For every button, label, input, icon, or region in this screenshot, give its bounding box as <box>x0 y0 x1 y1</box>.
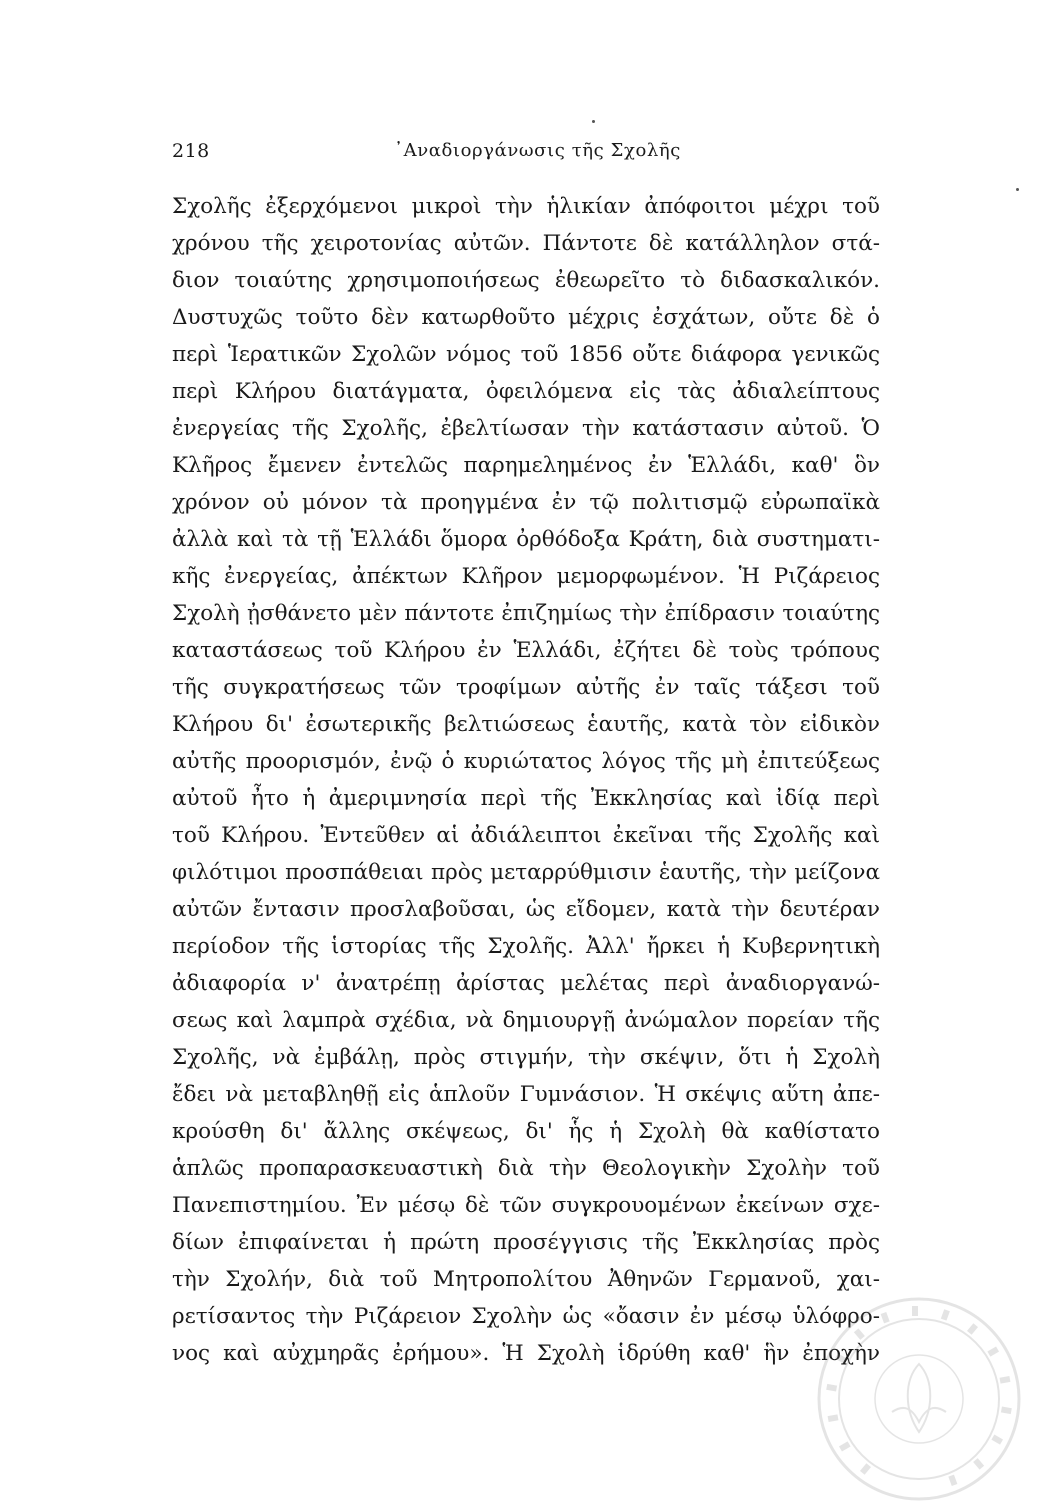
text-line: κρούσθη δι' ἄλλης σκέψεως, δι' ἧς ἡ Σχολὴ θὰ καθίστατο <box>172 1119 880 1144</box>
text-line: Πανεπιστημίου. Ἐν μέσῳ δὲ τῶν συγκρουομένων ἐκείνων σχε- <box>172 1193 880 1218</box>
text-line: ἀλλὰ καὶ τὰ τῇ Ἑλλάδι ὅμορα ὀρθόδοξα Κράτη, διὰ συστηματι- <box>172 527 880 552</box>
text-line: σεως καὶ λαμπρὰ σχέδια, νὰ δημιουργῇ ἀνώμαλον πορείαν τῆς <box>172 1008 880 1033</box>
text-line: χρόνου τῆς χειροτονίας αὐτῶν. Πάντοτε δὲ κατάλληλον στά- <box>172 231 880 256</box>
running-head: ᾿Αναδιοργάνωσις τῆς Σχολῆς <box>394 140 681 161</box>
body-text <box>172 188 880 1372</box>
text-line: αὐτῶν ἔντασιν προσλαβοῦσαι, ὡς εἴδομεν, κατὰ τὴν δευτέραν <box>172 897 880 922</box>
text-line: διον τοιαύτης χρησιμοποιήσεως ἐθεωρεῖτο τὸ διδασκαλικόν. <box>172 268 880 293</box>
page-header <box>172 140 880 170</box>
print-speck <box>592 120 595 123</box>
text-line: Κλήρου δι' ἐσωτερικῆς βελτιώσεως ἑαυτῆς, κατὰ τὸν εἰδικὸν <box>172 712 880 737</box>
text-line: τὴν Σχολήν, διὰ τοῦ Μητροπολίτου Ἀθηνῶν Γερμανοῦ, χαι- <box>172 1267 880 1292</box>
text-line: χρόνον οὐ μόνον τὰ προηγμένα ἐν τῷ πολιτισμῷ εὐρωπαϊκὰ <box>172 490 880 515</box>
text-line: κῆς ἐνεργείας, ἀπέκτων Κλῆρον μεμορφωμένον. Ἡ Ριζάρειος <box>172 564 880 589</box>
text-line: αὐτῆς προορισμόν, ἐνῷ ὁ κυριώτατος λόγος τῆς μὴ ἐπιτεύξεως <box>172 749 880 774</box>
page-number: 218 <box>172 140 210 162</box>
text-line: ἀδιαφορία ν' ἀνατρέπῃ ἀρίστας μελέτας περὶ ἀναδιοργανώ- <box>172 971 880 996</box>
text-line: ρετίσαντος τὴν Ριζάρειον Σχολὴν ὡς «ὄασιν ἐν μέσῳ ὑλόφρο- <box>172 1304 880 1329</box>
text-line: ἐνεργείας τῆς Σχολῆς, ἐβελτίωσαν τὴν κατάστασιν αὐτοῦ. Ὁ <box>172 416 880 441</box>
text-line: Σχολῆς, νὰ ἐμβάλῃ, πρὸς στιγμήν, τὴν σκέψιν, ὅτι ἡ Σχολὴ <box>172 1045 880 1070</box>
text-line: τῆς συγκρατήσεως τῶν τροφίμων αὐτῆς ἐν ταῖς τάξεσι τοῦ <box>172 675 880 700</box>
text-line: περίοδον τῆς ἱστορίας τῆς Σχολῆς. Ἀλλ' ἤρκει ἡ Κυβερνητικὴ <box>172 934 880 959</box>
text-line: φιλότιμοι προσπάθειαι πρὸς μεταρρύθμισιν ἑαυτῆς, τὴν μείζονα <box>172 860 880 885</box>
text-line: καταστάσεως τοῦ Κλήρου ἐν Ἑλλάδι, ἐζήτει δὲ τοὺς τρόπους <box>172 638 880 663</box>
text-line: Δυστυχῶς τοῦτο δὲν κατωρθοῦτο μέχρις ἐσχάτων, οὔτε δὲ ὁ <box>172 305 880 330</box>
text-line: τοῦ Κλήρου. Ἐντεῦθεν αἱ ἀδιάλειπτοι ἐκεῖναι τῆς Σχολῆς καὶ <box>172 823 880 848</box>
text-line: αὐτοῦ ἦτο ἡ ἀμεριμνησία περὶ τῆς Ἐκκλησίας καὶ ἰδίᾳ περὶ <box>172 786 880 811</box>
print-speck <box>1016 188 1019 191</box>
text-line: ἔδει νὰ μεταβληθῇ εἰς ἁπλοῦν Γυμνάσιον. Ἡ σκέψις αὕτη ἀπε- <box>172 1082 880 1107</box>
text-line: περὶ Ἱερατικῶν Σχολῶν νόμος τοῦ 1856 οὔτε διάφορα γενικῶς <box>172 342 880 367</box>
library-seal-watermark <box>812 1292 1026 1506</box>
text-line: νος καὶ αὐχμηρᾶς ἐρήμου». Ἡ Σχολὴ ἱδρύθη καθ' ἣν ἐποχὴν <box>172 1341 880 1366</box>
text-line: δίων ἐπιφαίνεται ἡ πρώτη προσέγγισις τῆς Ἐκκλησίας πρὸς <box>172 1230 880 1255</box>
text-line: ἁπλῶς προπαρασκευαστικὴ διὰ τὴν Θεολογικὴν Σχολὴν τοῦ <box>172 1156 880 1181</box>
text-line: περὶ Κλήρου διατάγματα, ὀφειλόμενα εἰς τὰς ἀδιαλείπτους <box>172 379 880 404</box>
text-line: Σχολῆς ἐξερχόμενοι μικροὶ τὴν ἡλικίαν ἀπόφοιτοι μέχρι τοῦ <box>172 194 880 219</box>
text-line: Κλῆρος ἔμενεν ἐντελῶς παρημελημένος ἐν Ἑλλάδι, καθ' ὃν <box>172 453 880 478</box>
text-line: Σχολὴ ᾐσθάνετο μὲν πάντοτε ἐπιζημίως τὴν ἐπίδρασιν τοιαύτης <box>172 601 880 626</box>
